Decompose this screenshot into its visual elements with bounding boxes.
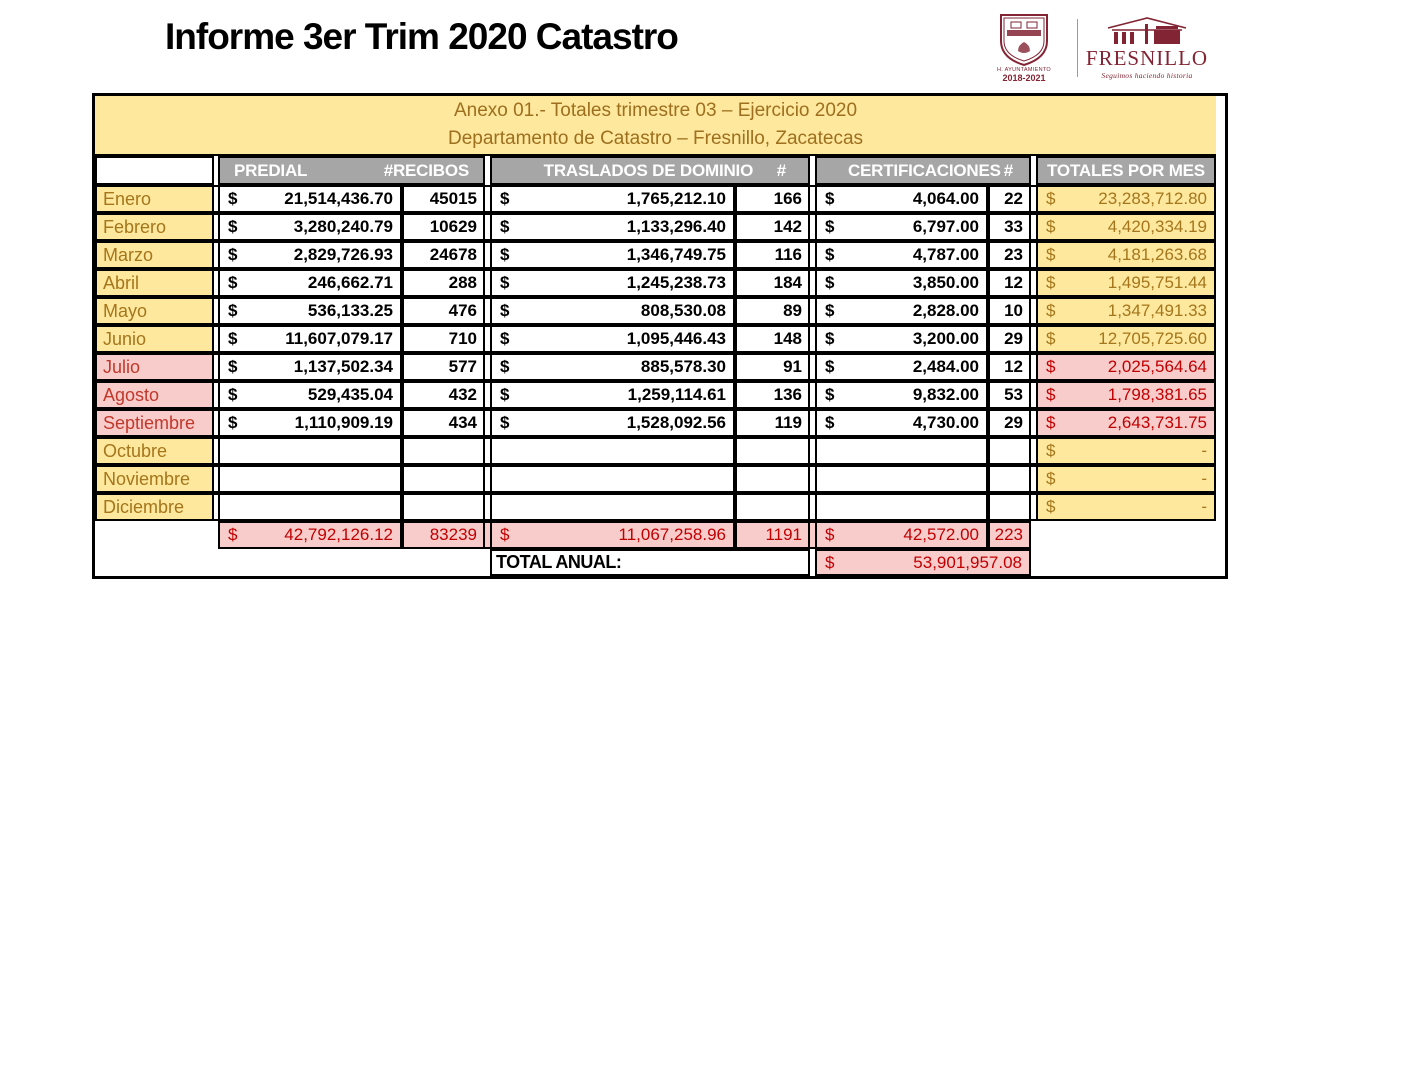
header-month-cell <box>95 156 214 185</box>
total-anual-value: $ 53,901,957.08 <box>815 549 1031 576</box>
row-noviembre-month: Noviembre <box>95 465 214 493</box>
row-septiembre-recibos: 434 <box>402 409 485 437</box>
report-table <box>92 93 1228 579</box>
row-julio-month: Julio <box>95 353 214 381</box>
row-enero-recibos: 45015 <box>402 185 485 213</box>
row-julio-traslados: $ 885,578.30 <box>490 353 735 381</box>
row-marzo-traslados: $ 1,346,749.75 <box>490 241 735 269</box>
row-mayo-cert: $ 2,828.00 <box>815 297 988 325</box>
municipal-logos <box>985 8 1209 88</box>
row-marzo-month: Marzo <box>95 241 214 269</box>
row-abril-recibos: 288 <box>402 269 485 297</box>
row-diciembre-traslados-n <box>735 493 810 521</box>
header-certificaciones-label: CERTIFICACIONES <box>847 160 1001 180</box>
row-febrero-cert: $ 6,797.00 <box>815 213 988 241</box>
row-noviembre-recibos <box>402 465 485 493</box>
crest-caption <box>997 68 1051 83</box>
row-septiembre-month: Septiembre <box>95 409 214 437</box>
city-tagline: Seguimos haciendo historia <box>1101 71 1193 80</box>
page-title: Informe 3er Trim 2020 Catastro <box>165 16 678 57</box>
row-junio-predial: $ 11,607,079.17 <box>218 325 402 353</box>
crest-caption-line1: H. AYUNTAMIENTO <box>996 67 1051 74</box>
row-enero-traslados: $ 1,765,212.10 <box>490 185 735 213</box>
row-octubre-month: Octubre <box>95 437 214 465</box>
row-octubre-cert <box>815 437 988 465</box>
row-enero-total: $ 23,283,712.80 <box>1036 185 1216 213</box>
row-mayo-month: Mayo <box>95 297 214 325</box>
row-septiembre-traslados: $ 1,528,092.56 <box>490 409 735 437</box>
building-icon <box>1104 16 1190 46</box>
totals-cert: $ 42,572.00 <box>815 521 988 549</box>
total-anual-left-blank <box>95 549 490 576</box>
header-cert-num: # <box>1003 160 1013 180</box>
row-octubre-traslados-n <box>735 437 810 465</box>
table-title-line1: Anexo 01.- Totales trimestre 03 – Ejercicio 2020 <box>453 100 858 122</box>
row-enero-cert-n: 22 <box>988 185 1031 213</box>
table-title-band <box>95 96 1216 156</box>
row-noviembre-traslados-n <box>735 465 810 493</box>
header-recibos: #RECIBOS <box>383 160 469 180</box>
row-junio-month: Junio <box>95 325 214 353</box>
total-anual-label: TOTAL ANUAL: <box>490 549 810 576</box>
row-diciembre-traslados <box>490 493 735 521</box>
row-diciembre-recibos <box>402 493 485 521</box>
row-diciembre-predial <box>218 493 402 521</box>
row-abril-cert: $ 3,850.00 <box>815 269 988 297</box>
crest-caption-line2: 2018-2021 <box>1002 73 1046 84</box>
row-junio-total: $ 12,705,725.60 <box>1036 325 1216 353</box>
totals-traslados: $ 11,067,258.96 <box>490 521 735 549</box>
row-junio-cert: $ 3,200.00 <box>815 325 988 353</box>
row-febrero-cert-n: 33 <box>988 213 1031 241</box>
row-mayo-cert-n: 10 <box>988 297 1031 325</box>
row-enero-month: Enero <box>95 185 214 213</box>
header-traslados-num: # <box>776 160 786 180</box>
row-octubre-traslados <box>490 437 735 465</box>
row-febrero-predial: $ 3,280,240.79 <box>218 213 402 241</box>
row-junio-recibos: 710 <box>402 325 485 353</box>
row-mayo-recibos: 476 <box>402 297 485 325</box>
row-mayo-predial: $ 536,133.25 <box>218 297 402 325</box>
row-agosto-cert-n: 53 <box>988 381 1031 409</box>
totals-cert-n: 223 <box>988 521 1031 549</box>
row-abril-traslados-n: 184 <box>735 269 810 297</box>
row-agosto-traslados-n: 136 <box>735 381 810 409</box>
header-traslados <box>490 156 810 185</box>
row-septiembre-cert: $ 4,730.00 <box>815 409 988 437</box>
row-febrero-traslados-n: 142 <box>735 213 810 241</box>
row-agosto-traslados: $ 1,259,114.61 <box>490 381 735 409</box>
row-noviembre-traslados <box>490 465 735 493</box>
row-agosto-predial: $ 529,435.04 <box>218 381 402 409</box>
city-name: FRESNILLO <box>1085 46 1209 70</box>
row-junio-traslados: $ 1,095,446.43 <box>490 325 735 353</box>
row-enero-traslados-n: 166 <box>735 185 810 213</box>
row-enero-predial: $ 21,514,436.70 <box>218 185 402 213</box>
row-agosto-month: Agosto <box>95 381 214 409</box>
row-marzo-cert: $ 4,787.00 <box>815 241 988 269</box>
row-septiembre-cert-n: 29 <box>988 409 1031 437</box>
row-febrero-recibos: 10629 <box>402 213 485 241</box>
row-septiembre-total: $ 2,643,731.75 <box>1036 409 1216 437</box>
total-anual-right-blank <box>1036 549 1216 576</box>
logo-divider <box>1077 19 1078 77</box>
row-febrero-total: $ 4,420,334.19 <box>1036 213 1216 241</box>
row-abril-month: Abril <box>95 269 214 297</box>
row-diciembre-total: $ - <box>1036 493 1216 521</box>
row-agosto-total: $ 1,798,381.65 <box>1036 381 1216 409</box>
totals-row-totales-blank <box>1036 521 1216 549</box>
totals-traslados-n: 1191 <box>735 521 810 549</box>
row-octubre-predial <box>218 437 402 465</box>
row-junio-cert-n: 29 <box>988 325 1031 353</box>
row-diciembre-cert <box>815 493 988 521</box>
row-abril-predial: $ 246,662.71 <box>218 269 402 297</box>
row-octubre-cert-n <box>988 437 1031 465</box>
row-junio-traslados-n: 148 <box>735 325 810 353</box>
row-septiembre-predial: $ 1,110,909.19 <box>218 409 402 437</box>
row-febrero-month: Febrero <box>95 213 214 241</box>
row-julio-total: $ 2,025,564.64 <box>1036 353 1216 381</box>
row-julio-traslados-n: 91 <box>735 353 810 381</box>
row-diciembre-month: Diciembre <box>95 493 214 521</box>
row-febrero-traslados: $ 1,133,296.40 <box>490 213 735 241</box>
row-noviembre-predial <box>218 465 402 493</box>
row-enero-cert: $ 4,064.00 <box>815 185 988 213</box>
shield-icon <box>995 12 1053 68</box>
row-marzo-total: $ 4,181,263.68 <box>1036 241 1216 269</box>
row-noviembre-cert-n <box>988 465 1031 493</box>
row-mayo-traslados-n: 89 <box>735 297 810 325</box>
row-marzo-recibos: 24678 <box>402 241 485 269</box>
row-octubre-total: $ - <box>1036 437 1216 465</box>
row-mayo-total: $ 1,347,491.33 <box>1036 297 1216 325</box>
row-abril-total: $ 1,495,751.44 <box>1036 269 1216 297</box>
row-septiembre-traslados-n: 119 <box>735 409 810 437</box>
fresnillo-logo <box>1085 16 1209 80</box>
row-abril-cert-n: 12 <box>988 269 1031 297</box>
row-mayo-traslados: $ 808,530.08 <box>490 297 735 325</box>
row-octubre-recibos <box>402 437 485 465</box>
row-julio-recibos: 577 <box>402 353 485 381</box>
header-predial-recibos <box>218 156 485 185</box>
header-totales: TOTALES POR MES <box>1036 156 1216 185</box>
row-noviembre-cert <box>815 465 988 493</box>
row-agosto-recibos: 432 <box>402 381 485 409</box>
row-julio-cert-n: 12 <box>988 353 1031 381</box>
row-diciembre-cert-n <box>988 493 1031 521</box>
crest-logo <box>985 12 1063 83</box>
row-julio-predial: $ 1,137,502.34 <box>218 353 402 381</box>
row-marzo-cert-n: 23 <box>988 241 1031 269</box>
header-traslados-label: TRASLADOS DE DOMINIO <box>543 160 754 180</box>
table-title-line2: Departamento de Catastro – Fresnillo, Zacatecas <box>447 128 864 149</box>
totals-predial: $ 42,792,126.12 <box>218 521 402 549</box>
header-certificaciones <box>815 156 1031 185</box>
row-agosto-cert: $ 9,832.00 <box>815 381 988 409</box>
row-noviembre-total: $ - <box>1036 465 1216 493</box>
header-predial: PREDIAL <box>234 160 308 180</box>
totals-recibos: 83239 <box>402 521 485 549</box>
row-marzo-traslados-n: 116 <box>735 241 810 269</box>
row-julio-cert: $ 2,484.00 <box>815 353 988 381</box>
totals-row-month-blank <box>95 521 214 549</box>
row-marzo-predial: $ 2,829,726.93 <box>218 241 402 269</box>
row-abril-traslados: $ 1,245,238.73 <box>490 269 735 297</box>
